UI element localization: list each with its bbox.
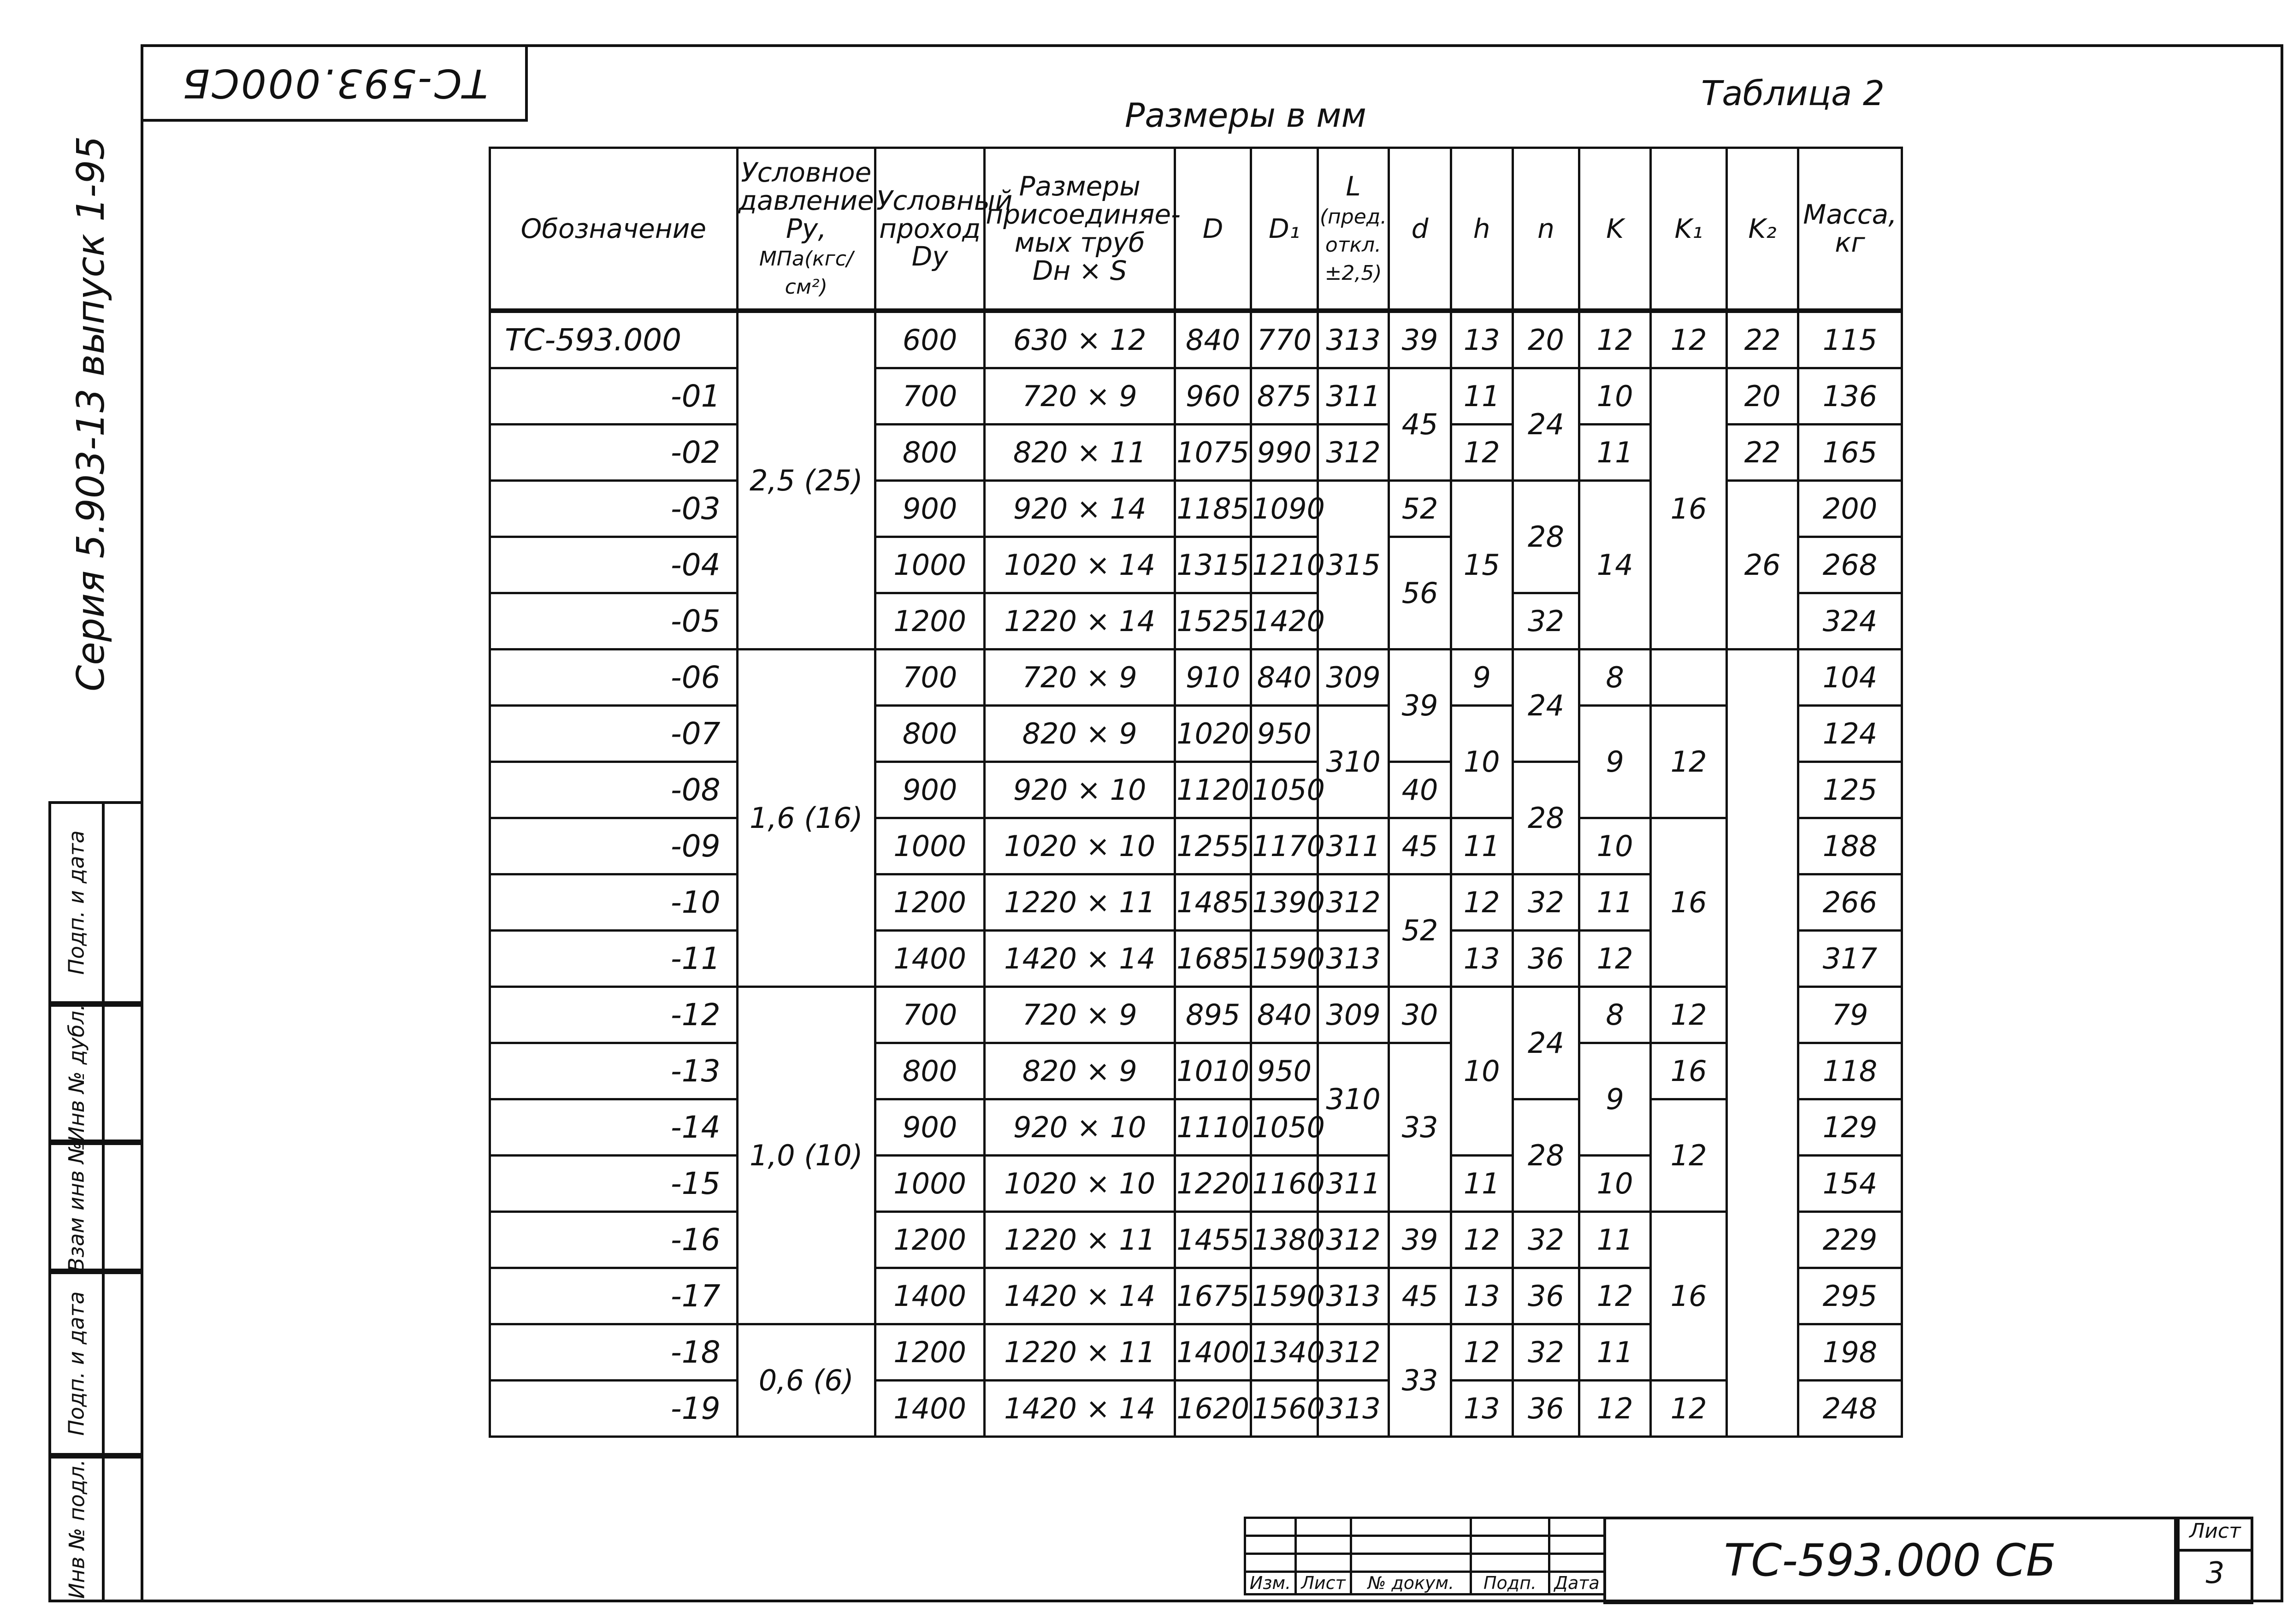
cell-h: 12	[1451, 1212, 1513, 1268]
cell-L: 313	[1318, 931, 1389, 987]
cell-D1: 950	[1251, 706, 1318, 762]
cell-n: 20	[1513, 311, 1579, 368]
cell-pipe: 630 × 12	[985, 311, 1175, 368]
cell-pipe: 1020 × 10	[985, 1156, 1175, 1212]
cell-pipe: 920 × 10	[985, 762, 1175, 818]
cell-D1: 840	[1251, 987, 1318, 1043]
cell-K: 12	[1579, 1381, 1651, 1437]
cell-K: 11	[1579, 425, 1651, 481]
cell-K1: 12	[1651, 1381, 1727, 1437]
cell-D: 1685	[1175, 931, 1251, 987]
cell-dy: 900	[875, 481, 984, 537]
cell-K1	[1651, 650, 1727, 706]
cell-d: 52	[1389, 874, 1451, 987]
cell-n: 32	[1513, 593, 1579, 650]
cell-n: 32	[1513, 1212, 1579, 1268]
cell-n: 36	[1513, 1268, 1579, 1324]
cell-mass: 104	[1798, 650, 1902, 706]
cell-pressure: 2,5 (25)	[737, 311, 875, 650]
cell-K: 14	[1579, 481, 1651, 650]
cell-h: 13	[1451, 931, 1513, 987]
cell-mass: 79	[1798, 987, 1902, 1043]
cell-pipe: 1220 × 11	[985, 1212, 1175, 1268]
cell-D1: 1590	[1251, 1268, 1318, 1324]
cell-designation: -16	[490, 1212, 738, 1268]
cell-pipe: 720 × 9	[985, 650, 1175, 706]
col-mass: Масса, кг	[1798, 148, 1902, 311]
cell-K: 8	[1579, 987, 1651, 1043]
col-d: d	[1389, 148, 1451, 311]
cell-D1: 1380	[1251, 1212, 1318, 1268]
cell-mass: 295	[1798, 1268, 1902, 1324]
cell-D: 1315	[1175, 537, 1251, 593]
cell-d: 33	[1389, 1043, 1451, 1212]
cell-K: 12	[1579, 1268, 1651, 1324]
title-doc-code: ТС-593.000 СБ	[1603, 1517, 2177, 1604]
cell-L: 315	[1318, 481, 1389, 650]
cell-K1: 16	[1651, 1212, 1727, 1381]
cell-K: 9	[1579, 706, 1651, 818]
cell-mass: 154	[1798, 1156, 1902, 1212]
cell-D: 1455	[1175, 1212, 1251, 1268]
cell-D: 1110	[1175, 1099, 1251, 1156]
cell-designation: -07	[490, 706, 738, 762]
cell-pipe: 1020 × 10	[985, 818, 1175, 874]
table-header	[490, 148, 1902, 311]
cell-K1: 12	[1651, 706, 1727, 818]
cell-L: 313	[1318, 1268, 1389, 1324]
cell-pressure: 0,6 (6)	[737, 1324, 875, 1437]
cell-pipe: 1420 × 14	[985, 1381, 1175, 1437]
sheet-label: Лист	[2180, 1519, 2251, 1552]
cell-D1: 990	[1251, 425, 1318, 481]
cell-D: 910	[1175, 650, 1251, 706]
cell-K: 12	[1579, 931, 1651, 987]
table-row	[490, 1099, 1902, 1156]
series-label: Серия 5.903-13 выпуск 1-95	[69, 136, 113, 691]
cell-designation: -03	[490, 481, 738, 537]
col-K: K	[1579, 148, 1651, 311]
cell-n: 36	[1513, 1381, 1579, 1437]
cell-K1: 16	[1651, 1043, 1727, 1099]
col-h: h	[1451, 148, 1513, 311]
cell-designation: -01	[490, 368, 738, 425]
cell-dy: 900	[875, 1099, 984, 1156]
cell-L: 312	[1318, 425, 1389, 481]
cell-pressure: 1,6 (16)	[737, 650, 875, 987]
cell-D: 1400	[1175, 1324, 1251, 1381]
cell-dy: 700	[875, 987, 984, 1043]
cell-h: 11	[1451, 1156, 1513, 1212]
cell-D: 1020	[1175, 706, 1251, 762]
col-bore: Условный проход Dу	[875, 148, 984, 311]
cell-L: 309	[1318, 987, 1389, 1043]
cell-D: 840	[1175, 311, 1251, 368]
cell-D1: 1170	[1251, 818, 1318, 874]
sheet-box	[2177, 1517, 2253, 1604]
col-L: L (пред. откл. ±2,5)	[1318, 148, 1389, 311]
cell-n: 24	[1513, 650, 1579, 762]
cell-D1: 770	[1251, 311, 1318, 368]
cell-L: 311	[1318, 368, 1389, 425]
cell-D: 1675	[1175, 1268, 1251, 1324]
cell-D1: 840	[1251, 650, 1318, 706]
cell-K: 9	[1579, 1043, 1651, 1156]
cell-pipe: 820 × 9	[985, 1043, 1175, 1099]
cell-dy: 900	[875, 762, 984, 818]
cell-h: 13	[1451, 1268, 1513, 1324]
cell-D1: 1050	[1251, 1099, 1318, 1156]
cell-dy: 1200	[875, 1212, 984, 1268]
table-row	[490, 1381, 1902, 1437]
cell-K1: 16	[1651, 818, 1727, 987]
cell-h: 9	[1451, 650, 1513, 706]
cell-designation: -02	[490, 425, 738, 481]
cell-pipe: 920 × 14	[985, 481, 1175, 537]
col-K1: K₁	[1651, 148, 1727, 311]
cell-K2: 22	[1727, 311, 1798, 368]
cell-D: 1010	[1175, 1043, 1251, 1099]
cell-d: 56	[1389, 537, 1451, 650]
cell-n: 36	[1513, 931, 1579, 987]
cell-D: 960	[1175, 368, 1251, 425]
units-note: Размеры в мм	[1125, 96, 1366, 135]
cell-D1: 1390	[1251, 874, 1318, 931]
col-pressure: Условное давление Ру, МПа(кгс/см²)	[737, 148, 875, 311]
col-n: n	[1513, 148, 1579, 311]
cell-h: 15	[1451, 481, 1513, 650]
cell-mass: 118	[1798, 1043, 1902, 1099]
cell-D: 1485	[1175, 874, 1251, 931]
cell-K: 11	[1579, 1212, 1651, 1268]
cell-K: 10	[1579, 1156, 1651, 1212]
side-field-1: Подп. и дата	[48, 801, 141, 1004]
cell-D: 1220	[1175, 1156, 1251, 1212]
cell-L: 312	[1318, 1212, 1389, 1268]
cell-K: 10	[1579, 368, 1651, 425]
cell-dy: 1000	[875, 818, 984, 874]
cell-designation: -13	[490, 1043, 738, 1099]
cell-pressure: 1,0 (10)	[737, 987, 875, 1324]
cell-h: 11	[1451, 368, 1513, 425]
revision-grid	[1244, 1517, 1606, 1595]
cell-K: 10	[1579, 818, 1651, 874]
cell-mass: 115	[1798, 311, 1902, 368]
cell-mass: 317	[1798, 931, 1902, 987]
cell-h: 12	[1451, 1324, 1513, 1381]
cell-h: 12	[1451, 874, 1513, 931]
cell-L: 312	[1318, 874, 1389, 931]
cell-L: 311	[1318, 1156, 1389, 1212]
cell-K1: 12	[1651, 1099, 1727, 1212]
cell-d: 30	[1389, 987, 1451, 1043]
cell-dy: 1000	[875, 537, 984, 593]
table-row	[490, 1212, 1902, 1268]
rotated-doc-code: ТС-593.000СБ	[141, 44, 528, 122]
cell-dy: 800	[875, 425, 984, 481]
cell-h: 10	[1451, 706, 1513, 818]
cell-K1: 12	[1651, 311, 1727, 368]
cell-pipe: 1220 × 14	[985, 593, 1175, 650]
cell-D1: 1210	[1251, 537, 1318, 593]
table-name: Таблица 2	[1701, 74, 1885, 113]
side-field-4: Подп. и дата	[48, 1271, 141, 1456]
cell-n: 24	[1513, 987, 1579, 1099]
cell-K2: 22	[1727, 425, 1798, 481]
cell-dy: 700	[875, 650, 984, 706]
cell-h: 13	[1451, 1381, 1513, 1437]
cell-dy: 1400	[875, 1268, 984, 1324]
cell-h: 11	[1451, 818, 1513, 874]
cell-K1: 16	[1651, 368, 1727, 650]
cell-D1: 1590	[1251, 931, 1318, 987]
cell-pipe: 820 × 9	[985, 706, 1175, 762]
cell-d: 39	[1389, 1212, 1451, 1268]
cell-L: 313	[1318, 311, 1389, 368]
cell-mass: 229	[1798, 1212, 1902, 1268]
cell-d: 52	[1389, 481, 1451, 537]
cell-d: 45	[1389, 368, 1451, 481]
cell-pipe: 1220 × 11	[985, 1324, 1175, 1381]
cell-L: 311	[1318, 818, 1389, 874]
cell-h: 12	[1451, 425, 1513, 481]
table-row	[490, 311, 1902, 368]
cell-mass: 165	[1798, 425, 1902, 481]
cell-D1: 1050	[1251, 762, 1318, 818]
cell-n: 28	[1513, 762, 1579, 874]
cell-pipe: 1020 × 14	[985, 537, 1175, 593]
cell-L: 313	[1318, 1381, 1389, 1437]
col-designation: Обозначение	[490, 148, 738, 311]
cell-n: 32	[1513, 874, 1579, 931]
cell-mass: 124	[1798, 706, 1902, 762]
cell-h: 10	[1451, 987, 1513, 1156]
cell-mass: 129	[1798, 1099, 1902, 1156]
cell-pipe: 1220 × 11	[985, 874, 1175, 931]
side-field-2: Инв № дубл.	[48, 1004, 141, 1142]
col-D1: D₁	[1251, 148, 1318, 311]
cell-K2-empty	[1727, 650, 1798, 1437]
revision-header: Изм. Лист № докум. Подп. Дата	[1245, 1572, 1605, 1594]
title-block	[1244, 1517, 2290, 1604]
cell-K2: 20	[1727, 368, 1798, 425]
cell-pipe: 920 × 10	[985, 1099, 1175, 1156]
cell-D: 1255	[1175, 818, 1251, 874]
cell-D: 1620	[1175, 1381, 1251, 1437]
cell-dy: 1400	[875, 931, 984, 987]
cell-designation: -04	[490, 537, 738, 593]
cell-D1: 1090	[1251, 481, 1318, 537]
cell-D: 895	[1175, 987, 1251, 1043]
cell-mass: 324	[1798, 593, 1902, 650]
cell-designation: -06	[490, 650, 738, 706]
table-row	[490, 987, 1902, 1043]
col-pipes: Размеры присоединяе- мых труб Dн × S	[985, 148, 1175, 311]
dimensions-table	[489, 147, 1903, 1438]
cell-dy: 1000	[875, 1156, 984, 1212]
cell-mass: 188	[1798, 818, 1902, 874]
cell-D1: 1340	[1251, 1324, 1318, 1381]
col-K2: K₂	[1727, 148, 1798, 311]
cell-n: 32	[1513, 1324, 1579, 1381]
cell-pipe: 820 × 11	[985, 425, 1175, 481]
cell-D1: 1560	[1251, 1381, 1318, 1437]
table-row	[490, 1043, 1902, 1099]
sheet-number: 3	[2205, 1556, 2225, 1590]
cell-d: 45	[1389, 818, 1451, 874]
table-row	[490, 818, 1902, 874]
cell-mass: 198	[1798, 1324, 1902, 1381]
cell-dy: 800	[875, 706, 984, 762]
cell-pipe: 1420 × 14	[985, 1268, 1175, 1324]
cell-mass: 136	[1798, 368, 1902, 425]
cell-pipe: 720 × 9	[985, 368, 1175, 425]
cell-designation: -17	[490, 1268, 738, 1324]
cell-D1: 875	[1251, 368, 1318, 425]
cell-designation: -14	[490, 1099, 738, 1156]
cell-designation: ТС-593.000	[490, 311, 738, 368]
cell-dy: 1200	[875, 874, 984, 931]
cell-dy: 600	[875, 311, 984, 368]
cell-d: 39	[1389, 650, 1451, 762]
cell-pipe: 1420 × 14	[985, 931, 1175, 987]
table-row	[490, 706, 1902, 762]
cell-d: 40	[1389, 762, 1451, 818]
cell-designation: -19	[490, 1381, 738, 1437]
cell-D1: 950	[1251, 1043, 1318, 1099]
cell-D: 1525	[1175, 593, 1251, 650]
cell-dy: 1400	[875, 1381, 984, 1437]
cell-designation: -05	[490, 593, 738, 650]
cell-K1: 12	[1651, 987, 1727, 1043]
cell-n: 28	[1513, 481, 1579, 593]
cell-designation: -12	[490, 987, 738, 1043]
cell-K: 11	[1579, 874, 1651, 931]
cell-dy: 1200	[875, 1324, 984, 1381]
table-row	[490, 650, 1902, 706]
cell-n: 24	[1513, 368, 1579, 481]
cell-L: 309	[1318, 650, 1389, 706]
cell-designation: -09	[490, 818, 738, 874]
cell-designation: -10	[490, 874, 738, 931]
cell-n: 28	[1513, 1099, 1579, 1212]
cell-designation: -15	[490, 1156, 738, 1212]
cell-mass: 268	[1798, 537, 1902, 593]
cell-dy: 800	[875, 1043, 984, 1099]
col-D: D	[1175, 148, 1251, 311]
cell-mass: 248	[1798, 1381, 1902, 1437]
cell-D: 1120	[1175, 762, 1251, 818]
cell-designation: -11	[490, 931, 738, 987]
cell-dy: 1200	[875, 593, 984, 650]
side-field-5: Инв № подл.	[48, 1456, 141, 1602]
cell-d: 45	[1389, 1268, 1451, 1324]
cell-designation: -18	[490, 1324, 738, 1381]
cell-dy: 700	[875, 368, 984, 425]
cell-d: 33	[1389, 1324, 1451, 1437]
cell-designation: -08	[490, 762, 738, 818]
table-row	[490, 368, 1902, 425]
cell-K2: 26	[1727, 481, 1798, 650]
cell-mass: 125	[1798, 762, 1902, 818]
cell-D: 1185	[1175, 481, 1251, 537]
cell-D1: 1160	[1251, 1156, 1318, 1212]
cell-d: 39	[1389, 311, 1451, 368]
cell-mass: 266	[1798, 874, 1902, 931]
cell-K: 8	[1579, 650, 1651, 706]
cell-L: 310	[1318, 706, 1389, 818]
cell-K: 11	[1579, 1324, 1651, 1381]
cell-pipe: 720 × 9	[985, 987, 1175, 1043]
cell-K: 12	[1579, 311, 1651, 368]
cell-L: 312	[1318, 1324, 1389, 1381]
cell-L: 310	[1318, 1043, 1389, 1156]
cell-mass: 200	[1798, 481, 1902, 537]
cell-h: 13	[1451, 311, 1513, 368]
side-field-3: Взам инв №	[48, 1142, 141, 1271]
cell-D1: 1420	[1251, 593, 1318, 650]
cell-D: 1075	[1175, 425, 1251, 481]
